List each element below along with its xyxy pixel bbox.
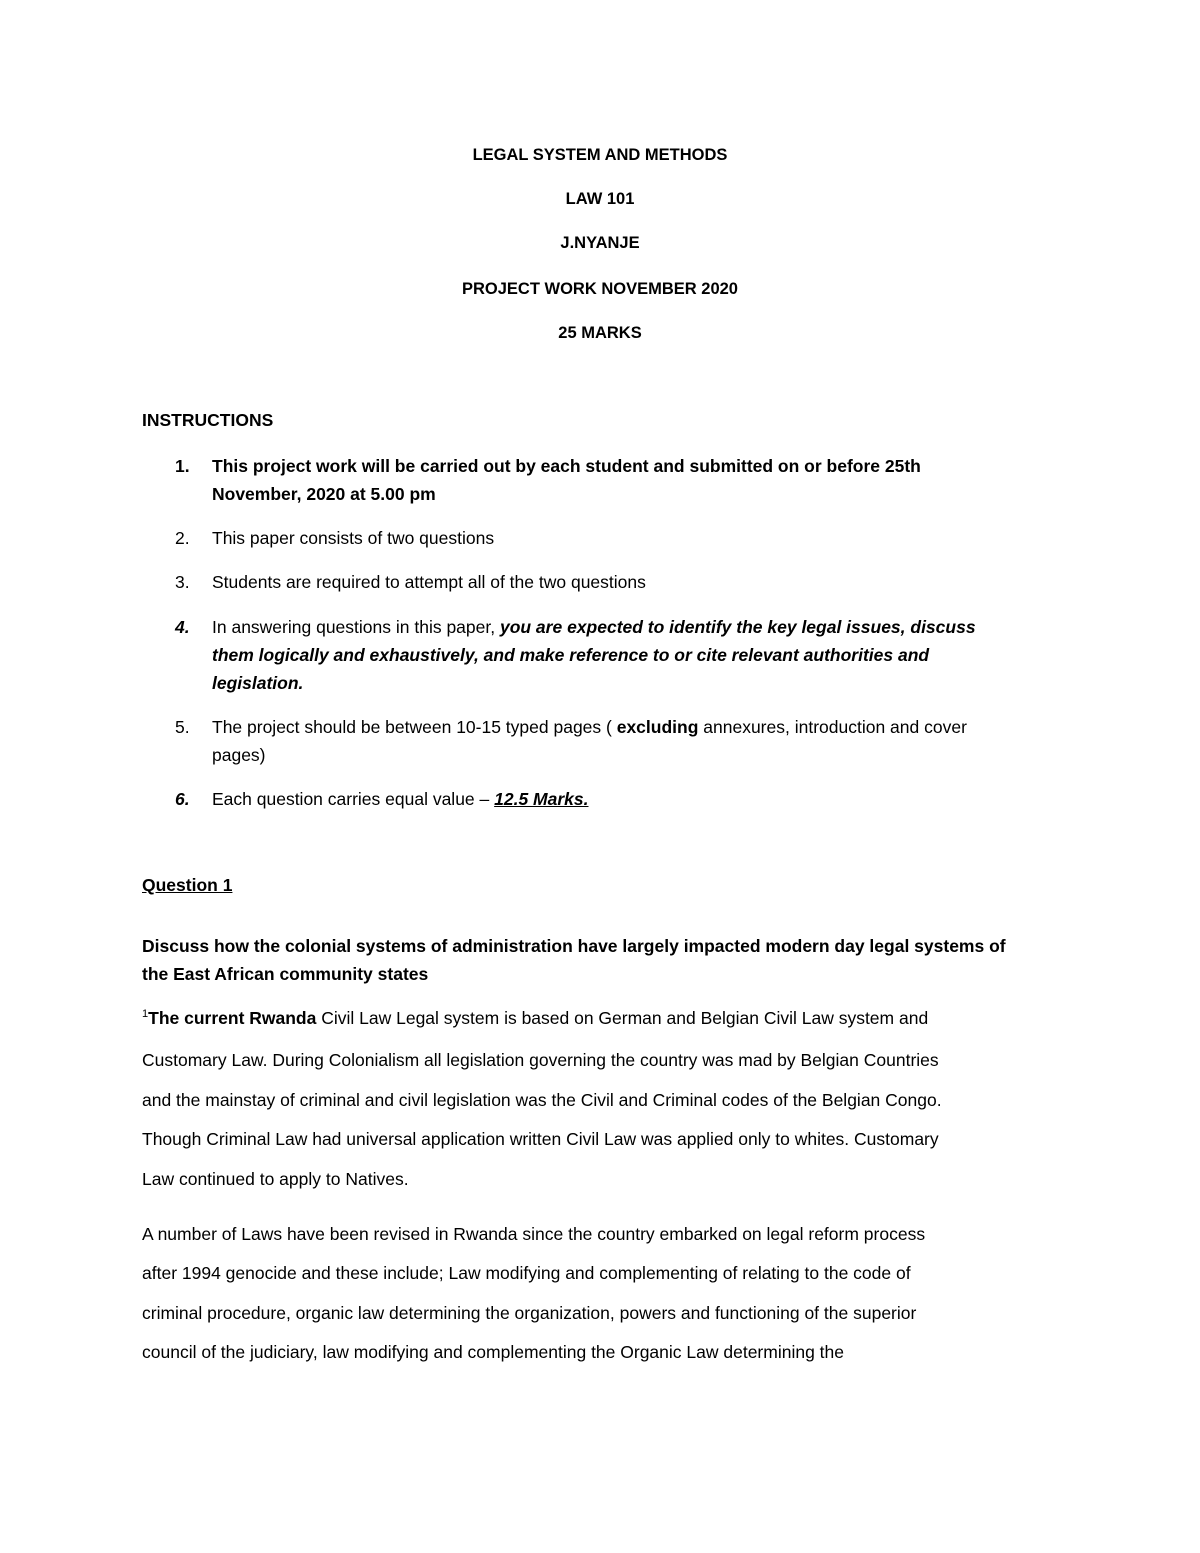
- instruction-number: 3.: [175, 572, 190, 592]
- instruction-text: November, 2020 at 5.00 pm: [212, 484, 436, 504]
- answer-paragraph-1-line: [142, 1008, 1072, 1029]
- project-title: PROJECT WORK NOVEMBER 2020: [462, 280, 738, 298]
- instruction-text: annexures, introduction and cover: [698, 717, 967, 737]
- instruction-number: 5.: [175, 717, 190, 737]
- answer-text: Civil Law Legal system is based on German and Belgian Civil Law system and: [316, 1007, 929, 1028]
- question-prompt: the East African community states: [142, 963, 429, 984]
- footnote-ref: 1: [142, 1007, 149, 1020]
- lecturer-name: J.NYANJE: [560, 234, 640, 252]
- instruction-emphasis: you are expected to identify the key legal issues, discuss: [495, 617, 976, 637]
- instruction-text: pages): [212, 745, 266, 765]
- instruction-text: Students are required to attempt all of the two questions: [212, 572, 646, 592]
- course-title: LEGAL SYSTEM AND METHODS: [472, 146, 728, 164]
- answer-bold-lead: The current Rwanda: [148, 1007, 317, 1028]
- instruction-number: 1.: [175, 456, 190, 476]
- answer-paragraph-2-line: council of the judiciary, law modifying and complementing the Organic Law determining the: [142, 1341, 844, 1362]
- answer-paragraph-2-line: after 1994 genocide and these include; Law modifying and complementing of relating to the code of: [142, 1262, 911, 1283]
- instruction-text: This project work will be carried out by each student and submitted on or before 25th: [212, 456, 921, 476]
- course-code: LAW 101: [565, 190, 635, 208]
- marks-value: 12.5 Marks.: [494, 789, 589, 809]
- question-prompt: Discuss how the colonial systems of administration have largely impacted modern day legal systems of: [142, 935, 1006, 956]
- instruction-text: Each question carries equal value –: [212, 789, 495, 809]
- instruction-number: 6.: [175, 789, 190, 809]
- answer-paragraph-1-line: Customary Law. During Colonialism all legislation governing the country was mad by Belgian Countries: [142, 1049, 939, 1070]
- total-marks: 25 MARKS: [558, 324, 642, 342]
- answer-paragraph-2-line: criminal procedure, organic law determining the organization, powers and functioning of the superior: [142, 1302, 917, 1323]
- instruction-text: In answering questions in this paper,: [212, 617, 496, 637]
- instruction-emphasis: legislation.: [212, 673, 304, 693]
- instruction-emphasis: excluding: [616, 717, 699, 737]
- answer-paragraph-1-line: Law continued to apply to Natives.: [142, 1168, 409, 1189]
- instruction-emphasis: them logically and exhaustively, and make reference to or cite relevant authorities and: [212, 645, 930, 665]
- question-1-heading: Question 1: [142, 875, 233, 895]
- instructions-heading: INSTRUCTIONS: [142, 410, 274, 430]
- instruction-text: The project should be between 10-15 typed pages (: [212, 717, 617, 737]
- answer-paragraph-1-line: Though Criminal Law had universal application written Civil Law was applied only to whites. Customary: [142, 1128, 939, 1149]
- instruction-number: 2.: [175, 528, 190, 548]
- answer-paragraph-1-line: and the mainstay of criminal and civil legislation was the Civil and Criminal codes of the Belgian Congo.: [142, 1089, 942, 1110]
- instruction-text: This paper consists of two questions: [212, 528, 495, 548]
- answer-paragraph-2-line: A number of Laws have been revised in Rwanda since the country embarked on legal reform process: [142, 1223, 926, 1244]
- instruction-number: 4.: [175, 617, 190, 637]
